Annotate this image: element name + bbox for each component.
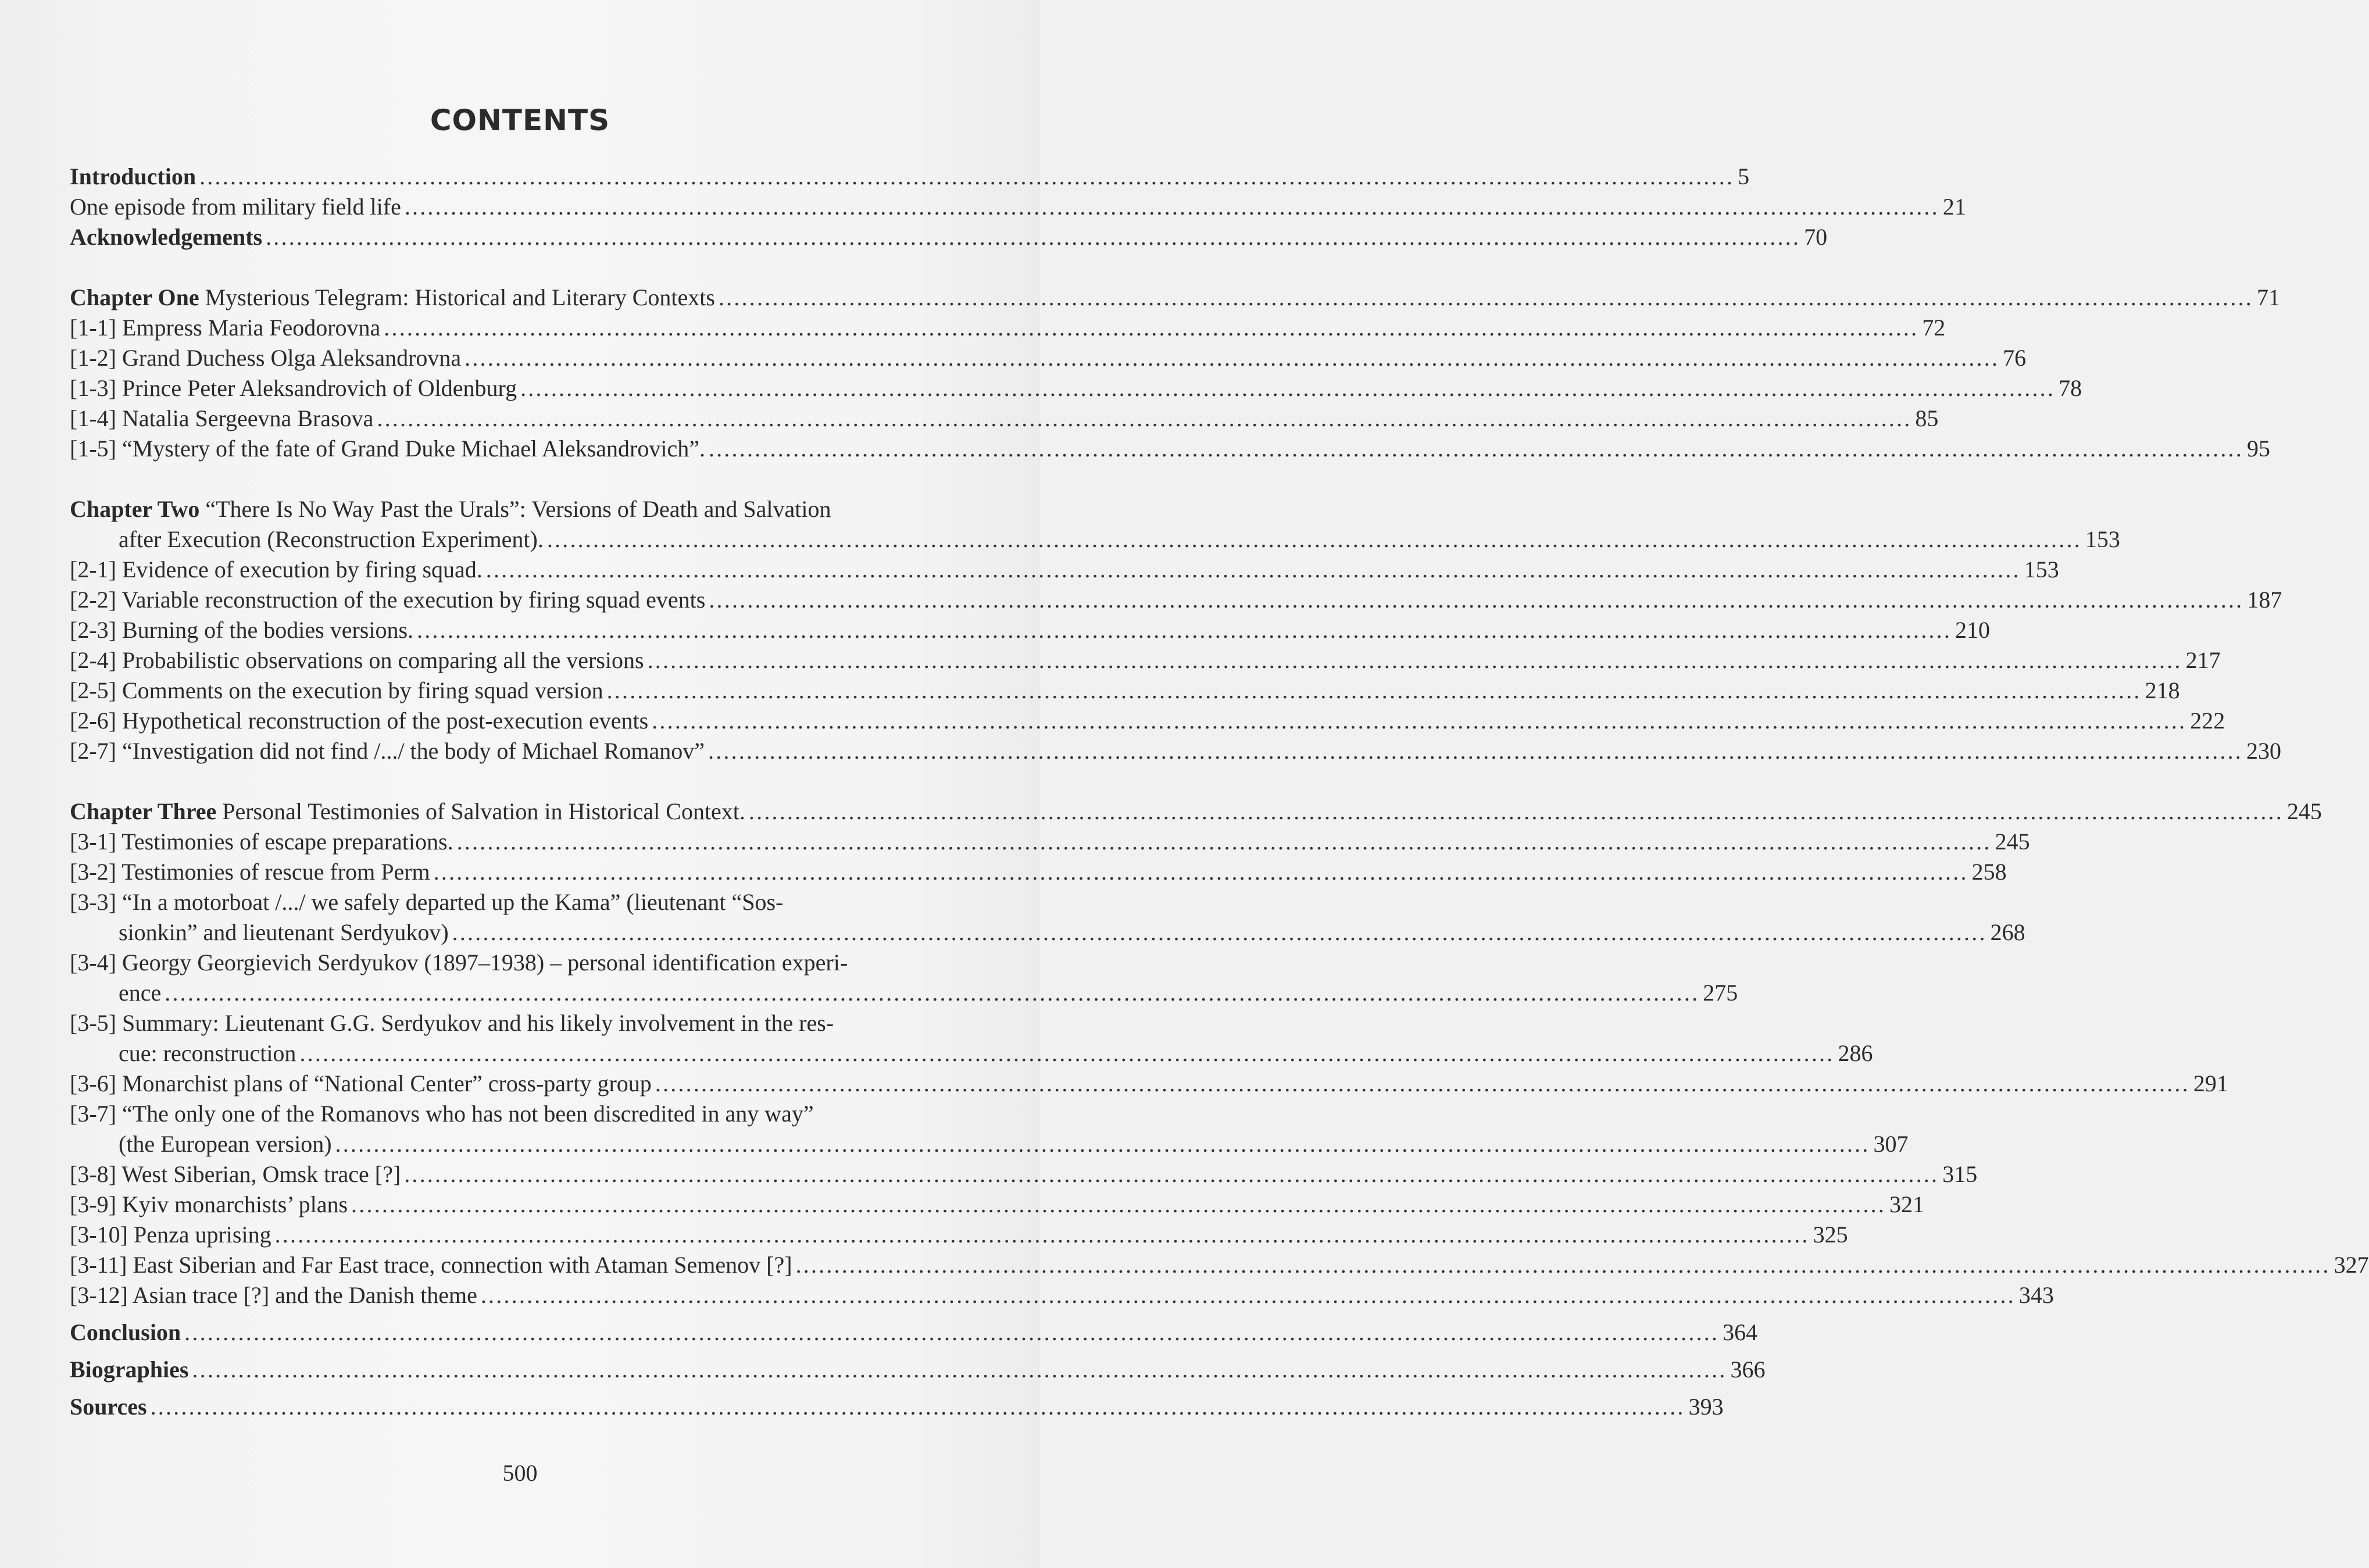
dot-leader: ........................................................................................................................................................................................................ [404, 1161, 1939, 1187]
dot-leader: ........................................................................................................................................................................................................ [351, 1191, 1886, 1217]
toc-entry-line [70, 887, 977, 917]
toc-page-number: 315 [1942, 1161, 1978, 1187]
toc-page-number: 5 [1738, 163, 1750, 190]
chapter-title: Personal Testimonies of Salvation in Historical Context. [216, 798, 745, 824]
toc-entry [70, 343, 2027, 373]
toc-entry [70, 1159, 1978, 1190]
toc-entry-line [70, 192, 1966, 222]
toc-entry-title: [2-5] Comments on the execution by firing squad version [70, 677, 603, 703]
toc-entry-line [70, 978, 1738, 1008]
toc-entry-line [70, 313, 1946, 343]
toc-entry-title: [3-11] East Siberian and Far East trace, connection with Ataman Semenov [?] [70, 1252, 792, 1278]
toc-entry-title: [3-4] Georgy Georgievich Serdyukov (1897–1938) – personal identification experi- [70, 949, 848, 976]
toc-page-number: 85 [1915, 405, 1939, 431]
toc-entry [70, 1317, 1758, 1348]
toc-entry-title: [2-2] Variable reconstruction of the execution by firing squad events [70, 587, 706, 613]
toc-entry-title: [3-7] “The only one of the Romanovs who has not been discredited in any way” [70, 1101, 814, 1127]
toc-entry-line [70, 494, 977, 524]
toc-entry-line [70, 1317, 1758, 1348]
toc-entry-title: [1-4] Natalia Sergeevna Brasova [70, 405, 374, 431]
toc-entry-title: [1-5] “Mystery of the fate of Grand Duke Michael Aleksandrovich”. [70, 435, 705, 462]
toc-entry-title: [1-1] Empress Maria Feodorovna [70, 315, 381, 341]
toc-entry [70, 1190, 1925, 1220]
toc-page-number: 210 [1955, 617, 1991, 643]
toc-page-number: 71 [2256, 284, 2280, 310]
toc-entry-title: Conclusion [70, 1319, 181, 1345]
toc-entry [70, 887, 2025, 948]
toc-entry-line [70, 736, 2281, 766]
dot-leader: ........................................................................................................................................................................................................ [452, 919, 1987, 945]
toc-entry-line [70, 283, 2280, 313]
dot-leader: ........................................................................................................................................................................................................ [192, 1356, 1727, 1383]
toc-entry-title: (the European version) [119, 1131, 332, 1157]
toc-page-number: 153 [2085, 526, 2120, 552]
section-gap [70, 766, 977, 796]
toc-entry-line [70, 1069, 2228, 1099]
dot-leader: ........................................................................................................................................................................................................ [150, 1394, 1685, 1420]
dot-leader: ........................................................................................................................................................................................................ [299, 1040, 1835, 1066]
toc-page-number: 78 [2059, 375, 2082, 401]
toc-entry-title: [3-6] Monarchist plans of “National Center” cross-party group [70, 1070, 652, 1096]
toc-entry-title: [1-2] Grand Duchess Olga Aleksandrovna [70, 345, 462, 371]
toc-entry [70, 373, 2082, 403]
dot-leader: ........................................................................................................................................................................................................ [520, 375, 2056, 401]
toc-page-number: 218 [2145, 677, 2180, 703]
toc-entry-title: [2-7] “Investigation did not find /.../ the body of Michael Romanov” [70, 738, 705, 764]
toc-entry [70, 494, 2120, 555]
toc-entry-title: sionkin” and lieutenant Serdyukov) [119, 919, 449, 945]
toc-entry-line [70, 857, 2007, 887]
dot-leader: ........................................................................................................................................................................................................ [718, 284, 2253, 310]
toc-entry [70, 222, 1828, 252]
toc-entry-line [70, 343, 2027, 373]
toc-entry [70, 1355, 1766, 1385]
dot-leader: ........................................................................................................................................................................................................ [199, 163, 1735, 190]
dot-leader: ........................................................................................................................................................................................................ [433, 859, 1968, 885]
entry-gap [70, 1385, 977, 1392]
toc-entry [70, 434, 2270, 464]
toc-page-number: 70 [1804, 224, 1828, 250]
toc-entry-title: [3-8] West Siberian, Omsk trace [?] [70, 1161, 401, 1187]
toc-page-number: 258 [1971, 859, 2007, 885]
toc-entry [70, 555, 2059, 585]
toc-page-number: 187 [2247, 587, 2282, 613]
toc-entry-line [70, 222, 1828, 252]
chapter-title: Mysterious Telegram: Historical and Literary Contexts [199, 284, 715, 310]
toc-entry-title: [3-12] Asian trace [?] and the Danish theme [70, 1282, 477, 1308]
dot-leader: ........................................................................................................................................................................................................ [655, 1070, 2190, 1096]
toc-entry-title: Biographies [70, 1356, 189, 1383]
toc-page-number: 222 [2190, 708, 2225, 734]
dot-leader: ........................................................................................................................................................................................................ [485, 556, 2021, 583]
toc-entry [70, 1250, 2369, 1280]
toc-entry-title: Introduction [70, 163, 196, 190]
toc-page-number: 72 [1922, 315, 1946, 341]
dot-leader: ........................................................................................................................................................................................................ [795, 1252, 2331, 1278]
dot-leader: ........................................................................................................................................................................................................ [652, 708, 2187, 734]
toc-entry-title: [3-9] Kyiv monarchists’ plans [70, 1191, 348, 1217]
chapter-label: Chapter One [70, 284, 199, 310]
toc-entry [70, 313, 1946, 343]
chapter-label: Chapter Three [70, 798, 217, 824]
chapter-label: Chapter Two [70, 496, 200, 522]
toc-entry-title: cue: reconstruction [119, 1040, 296, 1066]
toc-entry-title: [3-10] Penza uprising [70, 1221, 271, 1248]
toc-entry-title: Acknowledgements [70, 224, 263, 250]
toc-page-number: 245 [1995, 828, 2030, 855]
toc-entry-title: [3-1] Testimonies of escape preparations. [70, 828, 453, 855]
chapter-title: “There Is No Way Past the Urals”: Versions of Death and Salvation [199, 496, 831, 522]
toc-entry-line [70, 162, 1750, 192]
toc-entry-line [70, 706, 2225, 736]
toc-page-number: 343 [2018, 1282, 2054, 1308]
toc-entry-line [70, 1190, 1925, 1220]
toc-page-number: 327 [2334, 1252, 2369, 1278]
toc-entry [70, 162, 1750, 192]
dot-leader: ........................................................................................................................................................................................................ [456, 828, 1992, 855]
dot-leader: ........................................................................................................................................................................................................ [417, 617, 1952, 643]
toc-entry [70, 615, 1991, 645]
toc-entry-title: [3-5] Summary: Lieutenant G.G. Serdyukov and his likely involvement in the res- [70, 1010, 834, 1036]
toc-entry-title: ence [119, 980, 162, 1006]
page-number: 500 [502, 1460, 538, 1486]
toc-entry-title: [2-3] Burning of the bodies versions. [70, 617, 414, 643]
dot-leader: ........................................................................................................................................................................................................ [184, 1319, 1720, 1345]
toc-page-number: 95 [2246, 435, 2270, 462]
toc-page-number: 76 [2003, 345, 2027, 371]
toc-page-number: 275 [1703, 980, 1738, 1006]
toc-page-number: 230 [2246, 738, 2281, 764]
section-gap [70, 464, 977, 494]
toc-entry [70, 706, 2225, 736]
toc-entry-line [70, 555, 2059, 585]
entry-gap [70, 1348, 977, 1355]
toc-entry-line [70, 1280, 2054, 1310]
toc-entry-line [70, 1129, 1909, 1159]
toc-entry [70, 1280, 2054, 1310]
toc-entry [70, 1069, 2228, 1099]
toc-page-number: 393 [1688, 1394, 1724, 1420]
toc-entry [70, 827, 2030, 857]
toc-entry-line [70, 373, 2082, 403]
toc-page-number: 153 [2024, 556, 2059, 583]
entry-gap [70, 1310, 977, 1317]
toc-entry-title: [3-2] Testimonies of rescue from Perm [70, 859, 430, 885]
toc-entry-line [70, 1355, 1766, 1385]
toc-entry-title: Sources [70, 1394, 147, 1420]
dot-leader: ........................................................................................................................................................................................................ [708, 435, 2243, 462]
toc-entry [70, 403, 1939, 434]
toc-entry-line [70, 615, 1991, 645]
toc-entry-line [70, 1220, 1848, 1250]
toc-entry-line [70, 1008, 977, 1038]
dot-leader: ........................................................................................................................................................................................................ [377, 405, 1912, 431]
toc-entry [70, 1220, 1848, 1250]
toc-entry-line [70, 1250, 2369, 1280]
toc-entry-line [70, 1038, 1873, 1069]
toc-entry-line [70, 1392, 1724, 1422]
toc-entry-line [70, 1159, 1978, 1190]
dot-leader: ........................................................................................................................................................................................................ [266, 224, 1801, 250]
toc-entry-line [70, 796, 2322, 827]
toc-entry-title: [2-1] Evidence of execution by firing squad. [70, 556, 483, 583]
toc-entry-line [70, 524, 2120, 555]
toc-entry [70, 1099, 1909, 1159]
dot-leader: ........................................................................................................................................................................................................ [480, 1282, 2016, 1308]
toc-entry [70, 948, 1738, 1008]
toc-entry-title [70, 283, 715, 313]
dot-leader: ........................................................................................................................................................................................................ [748, 798, 2284, 824]
toc-entry-title: [2-4] Probabilistic observations on comparing all the versions [70, 647, 644, 673]
dot-leader: ........................................................................................................................................................................................................ [647, 647, 2182, 673]
toc-entry-line [70, 827, 2030, 857]
toc-page-number: 366 [1730, 1356, 1766, 1383]
toc-entry [70, 283, 2280, 313]
toc-page-number: 325 [1813, 1221, 1848, 1248]
toc-entry-title [70, 494, 831, 524]
toc-entry-title: [1-3] Prince Peter Aleksandrovich of Oldenburg [70, 375, 517, 401]
toc-entry-title: One episode from military field life [70, 194, 401, 220]
toc-page-number: 321 [1889, 1191, 1925, 1217]
toc-entry [70, 1008, 1873, 1069]
toc-page-number: 307 [1873, 1131, 1909, 1157]
toc-entry-line [70, 917, 2025, 948]
toc-entry-line [70, 585, 2282, 615]
toc-entry [70, 1392, 1724, 1422]
toc-entry-line [70, 645, 2221, 676]
dot-leader: ........................................................................................................................................................................................................ [165, 980, 1700, 1006]
toc-entry-line [70, 676, 2180, 706]
toc-page-number: 217 [2185, 647, 2221, 673]
toc-entry [70, 585, 2282, 615]
toc-entry-line [70, 403, 1939, 434]
table-of-contents [70, 162, 2369, 1422]
dot-leader: ........................................................................................................................................................................................................ [335, 1131, 1870, 1157]
toc-entry [70, 796, 2322, 827]
dot-leader: ........................................................................................................................................................................................................ [708, 738, 2243, 764]
dot-leader: ........................................................................................................................................................................................................ [606, 677, 2142, 703]
contents-heading: CONTENTS [430, 103, 610, 137]
dot-leader: ........................................................................................................................................................................................................ [384, 315, 1919, 341]
dot-leader: ........................................................................................................................................................................................................ [404, 194, 1939, 220]
toc-entry [70, 645, 2221, 676]
dot-leader: ........................................................................................................................................................................................................ [464, 345, 2000, 371]
toc-page-number: 291 [2193, 1070, 2228, 1096]
toc-entry-title: [2-6] Hypothetical reconstruction of the post-execution events [70, 708, 649, 734]
toc-page-number: 364 [1723, 1319, 1758, 1345]
toc-page-number: 21 [1942, 194, 1966, 220]
toc-page-number: 245 [2286, 798, 2322, 824]
dot-leader: ........................................................................................................................................................................................................ [709, 587, 2244, 613]
toc-entry-title: [3-3] “In a motorboat /.../ we safely departed up the Kama” (lieutenant “Sos- [70, 889, 784, 915]
toc-page-number: 268 [1990, 919, 2025, 945]
toc-entry-title [70, 796, 745, 827]
section-gap [70, 252, 977, 283]
dot-leader: ........................................................................................................................................................................................................ [546, 526, 2082, 552]
toc-entry [70, 736, 2281, 766]
toc-entry [70, 857, 2007, 887]
dot-leader: ........................................................................................................................................................................................................ [274, 1221, 1810, 1248]
toc-entry-line [70, 434, 2270, 464]
toc-entry-title: after Execution (Reconstruction Experiment). [119, 526, 544, 552]
toc-entry [70, 676, 2180, 706]
toc-page-number: 286 [1838, 1040, 1873, 1066]
toc-entry [70, 192, 1966, 222]
toc-entry-line [70, 1099, 977, 1129]
toc-entry-line [70, 948, 977, 978]
